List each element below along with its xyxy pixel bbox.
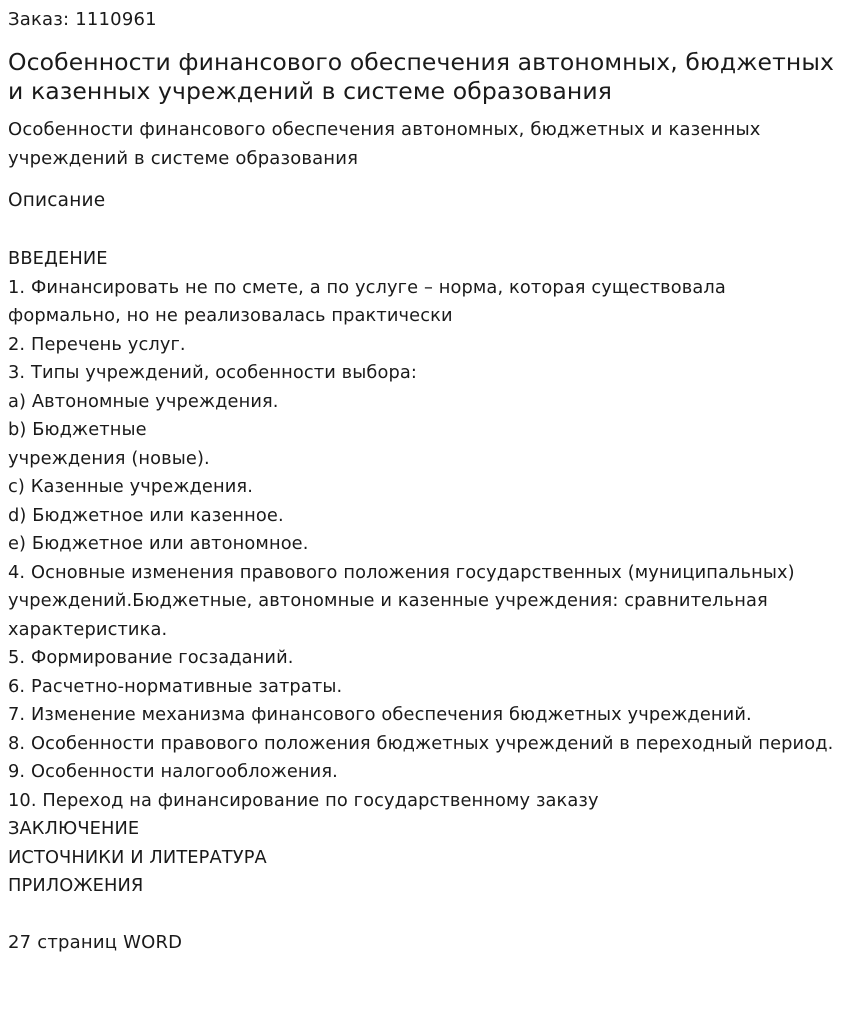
contents-line: b) Бюджетные (8, 419, 147, 440)
contents-line: d) Бюджетное или казенное. (8, 504, 284, 526)
contents-line: 3. Типы учреждений, особенности выбора: (8, 362, 418, 383)
description-heading: Описание (8, 190, 106, 211)
contents-line: ВВЕДЕНИЕ (8, 248, 108, 269)
order-number: Заказ: 1110961 (8, 9, 157, 30)
contents-line: 6. Расчетно-нормативные затраты. (8, 675, 343, 697)
contents-line: a) Автономные учреждения. (8, 390, 279, 412)
contents-line: 5. Формирование госзаданий. (8, 647, 294, 668)
contents-line: ПРИЛОЖЕНИЯ (8, 875, 144, 896)
contents-line: 1. Финансировать не по смете, а по услуге – норма, которая существовала формально, но не реализовалась практически (8, 276, 726, 326)
contents-line: 10. Переход на финансирование по государственному заказу (8, 789, 599, 811)
contents-line: c) Казенные учреждения. (8, 476, 253, 497)
contents-line: 4. Основные изменения правового положения государственных (муниципальных) учреждений.Бюджетные, автономные и казенные учреждения: сравнительная характеристика. (8, 561, 795, 640)
contents-line: e) Бюджетное или автономное. (8, 533, 309, 554)
contents-line: 2. Перечень услуг. (8, 333, 186, 355)
contents-list (8, 245, 839, 901)
contents-line: 7. Изменение механизма финансового обеспечения бюджетных учреждений. (8, 704, 752, 725)
page-title: Особенности финансового обеспечения автономных, бюджетных и казенных учреждений в системе образования (8, 48, 834, 105)
contents-line: ЗАКЛЮЧЕНИЕ (8, 818, 140, 839)
page-count: 27 страниц WORD (8, 932, 183, 953)
page-subtitle: Особенности финансового обеспечения автономных, бюджетных и казенных учреждений в системе образования (8, 119, 761, 169)
contents-line: учреждения (новые). (8, 447, 210, 469)
contents-line: 8. Особенности правового положения бюджетных учреждений в переходный период. (8, 732, 834, 754)
contents-line: 9. Особенности налогообложения. (8, 761, 338, 782)
contents-line: ИСТОЧНИКИ И ЛИТЕРАТУРА (8, 846, 267, 868)
